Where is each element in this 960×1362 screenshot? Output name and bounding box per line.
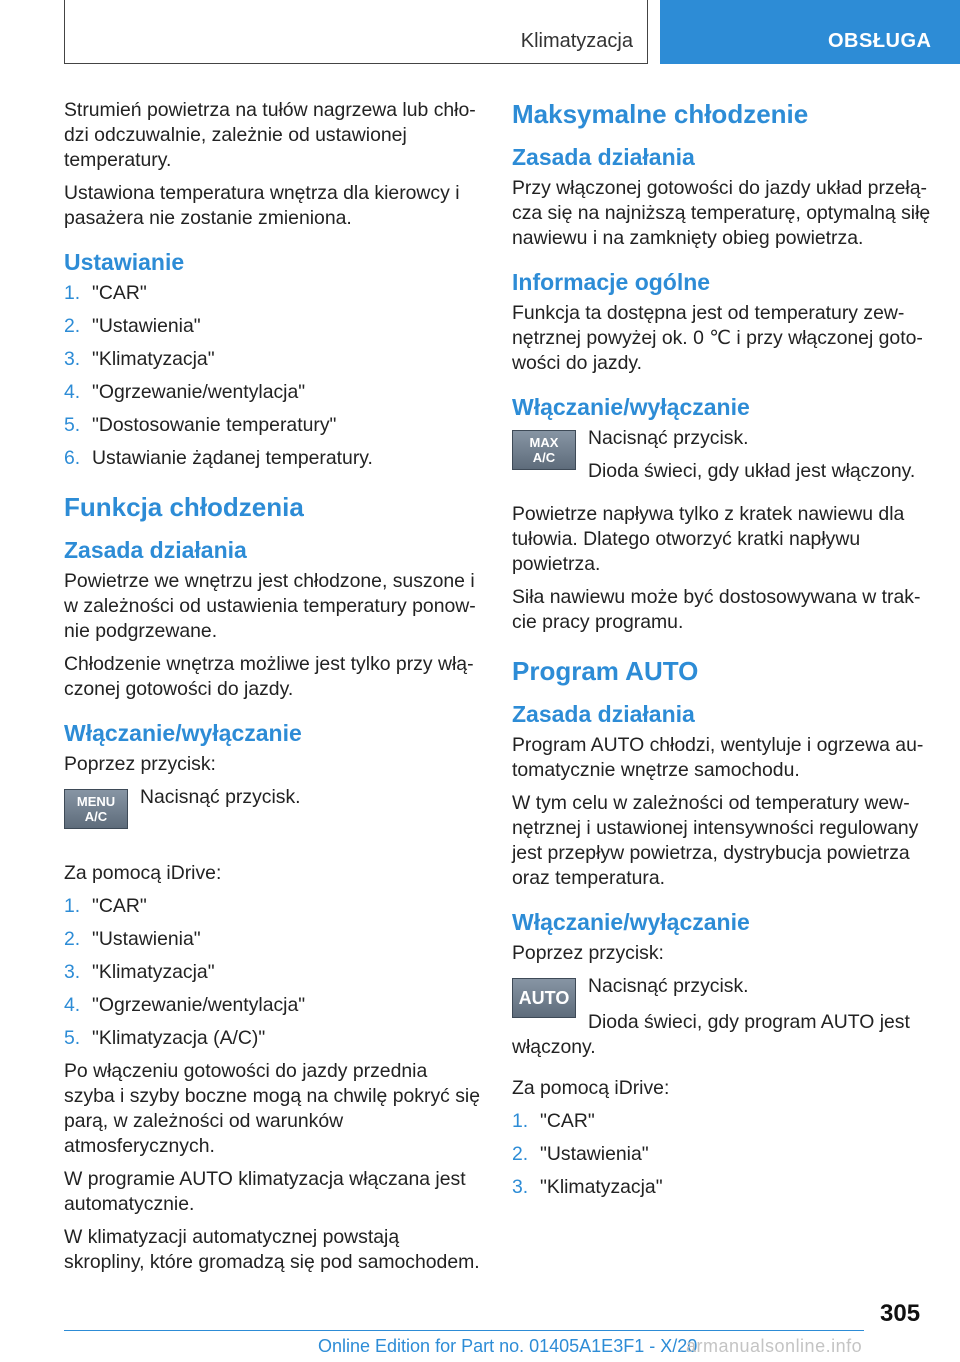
max-paragraph-1: Powietrze napływa tylko z kratek nawiewu dla tułowia. Dlatego otworzyć kratki napływu powietrza. <box>512 503 905 575</box>
header-section-title: Klimatyzacja <box>520 30 633 52</box>
header-box <box>64 0 648 64</box>
step-text: "Ogrzewanie/wentylacja" <box>92 381 306 403</box>
step-text: "Klimatyzacja" <box>92 348 215 370</box>
footer-divider <box>64 1330 864 1331</box>
menu-ac-icon-line1: MENU <box>76 794 116 809</box>
list-item <box>64 413 482 438</box>
watermark-text: armanualsonline.info <box>686 1336 863 1356</box>
max-ac-icon-line1: MAX <box>529 435 559 450</box>
list-item <box>64 347 482 372</box>
max-zasada-paragraph: Przy włączonej gotowości do jazdy układ przełącza się na najniższą temperaturę, optymalną siłę nawiewu i na zamknięty obieg powietrza. <box>512 177 931 249</box>
step-text: "Ogrzewanie/wentylacja" <box>92 994 306 1016</box>
poprzez-przycisk-text: Poprzez przycisk: <box>64 753 216 775</box>
list-item <box>512 1142 932 1167</box>
footer-edition-text: Online Edition for Part no. 01405A1E3F1 - X/20 <box>318 1336 698 1356</box>
step-number: 2. <box>64 315 81 337</box>
step-text: "Ustawienia" <box>92 315 201 337</box>
step-number: 6. <box>64 447 81 469</box>
list-item <box>512 1109 932 1134</box>
program-auto-heading: Program AUTO <box>512 656 699 686</box>
step-number: 3. <box>64 961 81 983</box>
after-paragraph-1: Po włączeniu gotowości do jazdy przednia szyba i szyby boczne mogą na chwilę pokryć się parą, w zależności od warunków atmosferycznych. <box>64 1060 481 1157</box>
step-text: "Klimatyzacja" <box>540 1176 663 1198</box>
max-paragraph-2: Siła nawiewu może być dostosowywana w trakcie pracy programu. <box>512 586 921 633</box>
step-number: 1. <box>64 282 81 304</box>
step-text: Ustawianie żądanej temperatury. <box>92 447 373 469</box>
step-number: 5. <box>64 414 81 436</box>
step-number: 3. <box>64 348 81 370</box>
za-pomoca-idrive-text: Za pomocą iDrive: <box>64 862 222 884</box>
menu-ac-press-text: Nacisnąć przycisk. <box>140 786 301 808</box>
step-text: "CAR" <box>92 282 147 304</box>
header-chapter-label: OBSŁUGA <box>828 30 932 52</box>
max-wlaczanie-heading: Włączanie/wyłączanie <box>512 394 750 420</box>
auto-poprzez-text: Poprzez przycisk: <box>512 942 664 964</box>
ustawianie-steps <box>64 281 482 471</box>
right-column <box>512 98 932 1208</box>
list-item <box>64 960 482 985</box>
list-item <box>64 894 482 919</box>
header-chapter-tab <box>660 0 960 64</box>
auto-led-text: Dioda świeci, gdy program AUTO jest włączony. <box>512 1011 910 1058</box>
list-item <box>64 927 482 952</box>
max-ac-icon-line2: A/C <box>532 450 556 465</box>
auto-paragraph-1: Program AUTO chłodzi, wentyluje i ogrzewa automatycznie wnętrze samochodu. <box>512 734 924 781</box>
step-text: "Klimatyzacja" <box>92 961 215 983</box>
auto-idrive-steps <box>512 1109 932 1200</box>
max-ac-button-description <box>588 426 932 484</box>
step-number: 5. <box>64 1027 81 1049</box>
ustawianie-heading: Ustawianie <box>64 249 185 275</box>
max-ac-button-row <box>512 426 932 496</box>
maksymalne-chlodzenie-heading: Maksymalne chłodzenie <box>512 99 809 129</box>
left-column <box>64 98 482 1283</box>
list-item <box>64 446 482 471</box>
zasada-paragraph-1: Powietrze we wnętrzu jest chłodzone, suszone i w zależności od ustawienia temperatury ponownie podgrzewane. <box>64 570 476 642</box>
auto-za-pomoca-text: Za pomocą iDrive: <box>512 1077 670 1099</box>
list-item <box>512 1175 932 1200</box>
step-number: 1. <box>64 895 81 917</box>
max-ac-press-text: Nacisnąć przycisk. <box>588 427 749 449</box>
zasada-paragraph-2: Chłodzenie wnętrza możliwe jest tylko przy włączonej gotowości do jazdy. <box>64 653 474 700</box>
funkcja-chlodzenia-heading: Funkcja chłodzenia <box>64 492 304 522</box>
auto-paragraph-2: W tym celu w zależności od temperatury wewnętrznej i ustawionej intensywności regulowany jest przepływ powietrza, dystrybucja powietrza oraz temperatura. <box>512 792 919 889</box>
auto-press-text: Nacisnąć przycisk. <box>588 975 749 997</box>
after-paragraph-2: W programie AUTO klimatyzacja włączana jest automatycznie. <box>64 1168 466 1215</box>
menu-ac-button-description <box>140 785 482 810</box>
list-item <box>64 314 482 339</box>
max-ac-button-icon <box>512 430 576 470</box>
informacje-paragraph: Funkcja ta dostępna jest od temperatury zewnętrznej powyżej ok. 0 ℃ i przy włączonej gotowości do jazdy. <box>512 302 923 374</box>
list-item <box>64 281 482 306</box>
menu-ac-icon-line2: A/C <box>84 809 108 824</box>
list-item <box>64 993 482 1018</box>
wlaczanie-heading: Włączanie/wyłączanie <box>64 720 302 746</box>
page-number: 305 <box>880 1300 921 1327</box>
zasada-dzialania-heading: Zasada działania <box>64 537 247 563</box>
step-text: "Ustawienia" <box>540 1143 649 1165</box>
idrive-steps <box>64 894 482 1051</box>
after-paragraph-3: W klimatyzacji automatycznej powstają skropliny, które gromadzą się pod samochodem. <box>64 1226 480 1273</box>
menu-ac-button-icon <box>64 789 128 829</box>
auto-icon-label: AUTO <box>518 987 570 1008</box>
step-number: 4. <box>64 994 81 1016</box>
step-number: 3. <box>512 1176 529 1198</box>
step-number: 2. <box>64 928 81 950</box>
list-item <box>64 380 482 405</box>
menu-ac-button-row <box>64 785 482 855</box>
auto-button-row <box>512 974 932 1044</box>
step-number: 1. <box>512 1110 529 1132</box>
step-number: 4. <box>64 381 81 403</box>
step-text: "Ustawienia" <box>92 928 201 950</box>
step-number: 2. <box>512 1143 529 1165</box>
step-text: "Dostosowanie temperatury" <box>92 414 337 436</box>
step-text: "CAR" <box>92 895 147 917</box>
step-text: "Klimatyzacja (A/C)" <box>92 1027 266 1049</box>
informacje-ogolne-heading: Informacje ogólne <box>512 269 711 295</box>
max-zasada-heading: Zasada działania <box>512 144 695 170</box>
list-item <box>64 1026 482 1051</box>
intro-paragraph-1: Strumień powietrza na tułów nagrzewa lub chłodzi odczuwalnie, zależnie od ustawionej temperatury. <box>64 99 476 171</box>
auto-button-description <box>588 974 932 999</box>
step-text: "CAR" <box>540 1110 595 1132</box>
intro-paragraph-2: Ustawiona temperatura wnętrza dla kierowcy i pasażera nie zostanie zmieniona. <box>64 182 460 229</box>
max-ac-led-text: Dioda świeci, gdy układ jest włączony. <box>588 460 916 482</box>
auto-zasada-heading: Zasada działania <box>512 701 695 727</box>
auto-wlaczanie-heading: Włączanie/wyłączanie <box>512 909 750 935</box>
auto-button-icon <box>512 978 576 1018</box>
